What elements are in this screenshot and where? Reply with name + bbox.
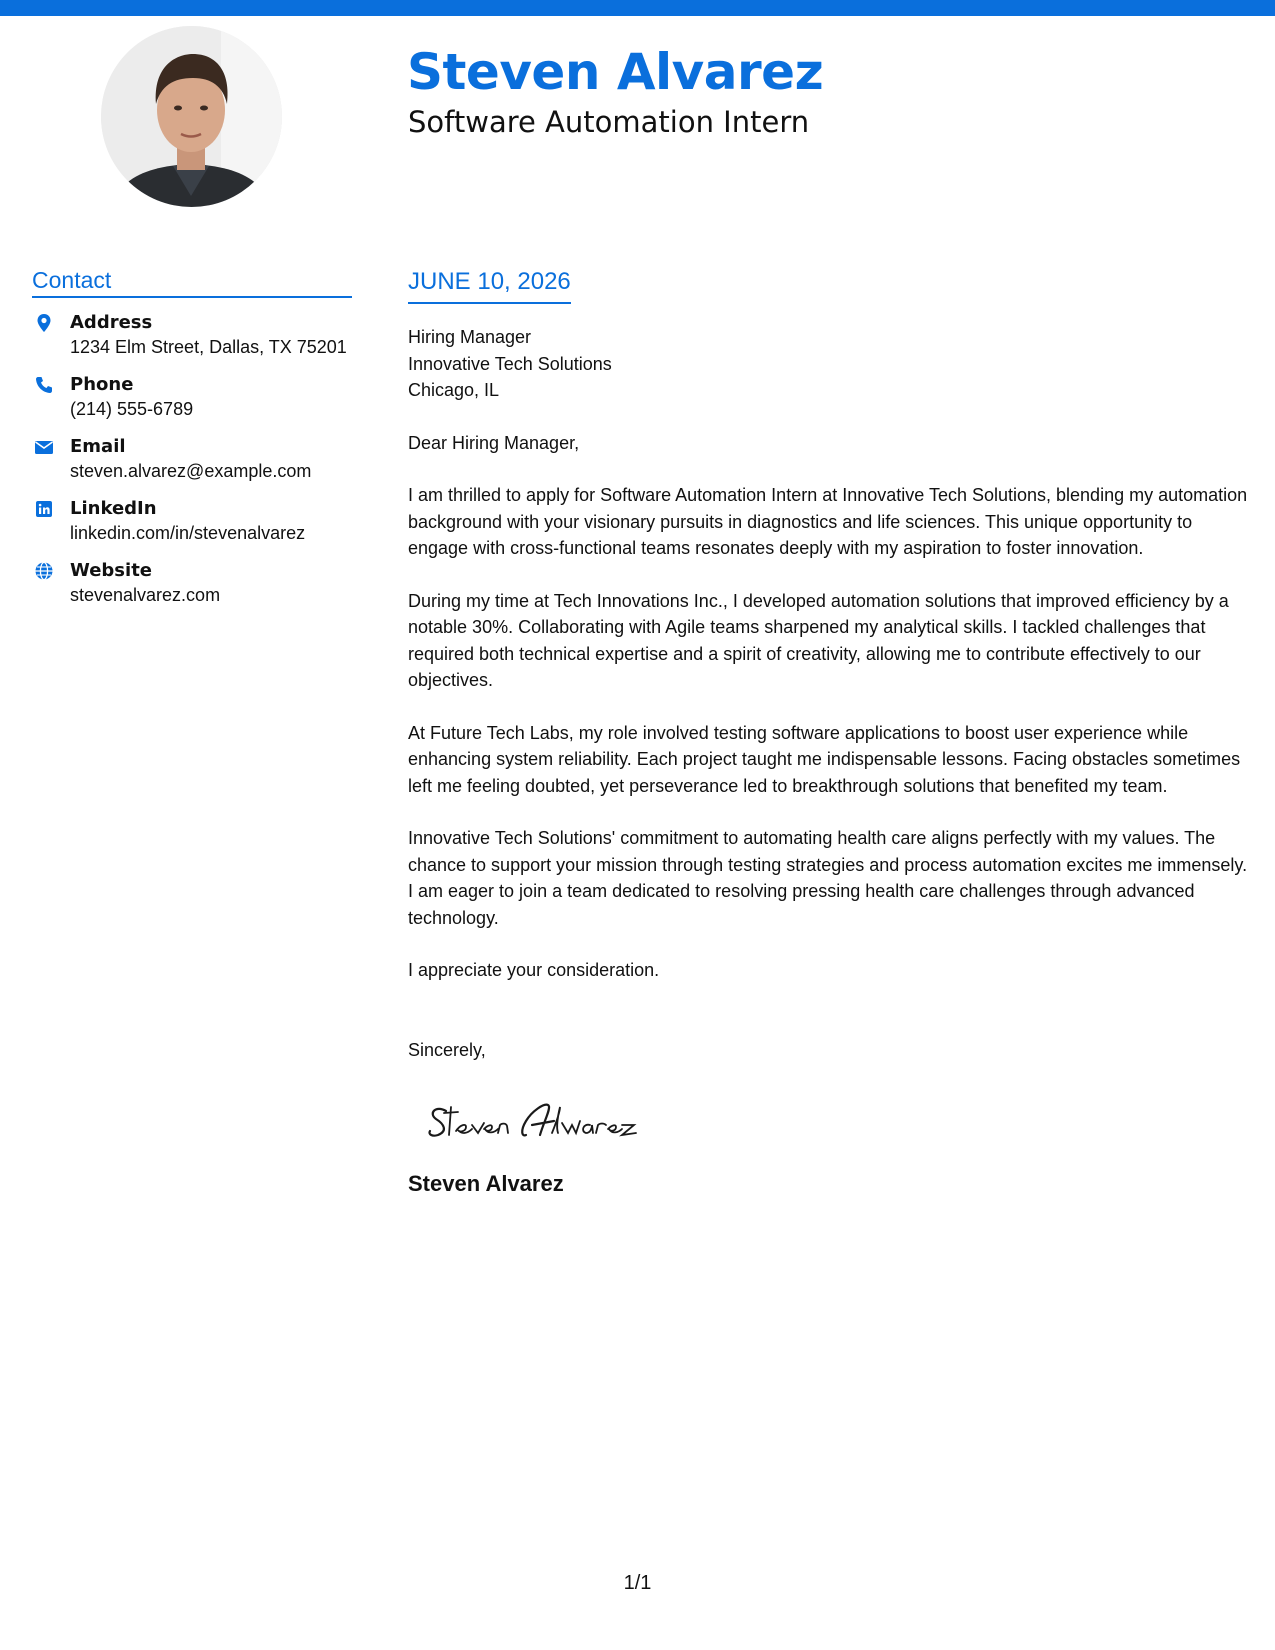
contact-value[interactable]: stevenalvarez.com: [70, 585, 221, 605]
contact-label: Email: [70, 436, 126, 457]
recipient-line: Chicago, IL: [408, 380, 500, 400]
contact-label: LinkedIn: [70, 498, 157, 519]
contact-label: Phone: [70, 374, 134, 395]
contact-item-address: [32, 310, 352, 360]
handwritten-signature: [422, 1091, 662, 1147]
profile-photo: [101, 26, 282, 207]
contact-value[interactable]: steven.alvarez@example.com: [70, 461, 312, 481]
contact-heading: Contact: [32, 266, 352, 298]
contact-label: Address: [70, 312, 153, 333]
salutation: Dear Hiring Manager,: [408, 432, 580, 453]
globe-icon: [34, 561, 54, 581]
page-number: 1/1: [623, 1572, 652, 1594]
applicant-name: Steven Alvarez: [407, 43, 824, 101]
envelope-icon: [34, 437, 54, 457]
applicant-job-title: Software Automation Intern: [408, 105, 810, 139]
letter-date: JUNE 10, 2026: [408, 266, 571, 304]
recipient-block: [408, 324, 1248, 404]
recipient-line: Innovative Tech Solutions: [408, 353, 612, 374]
contact-item-website: [32, 558, 352, 608]
contact-item-phone: [32, 372, 352, 422]
contact-value: 1234 Elm Street, Dallas, TX 75201: [70, 337, 347, 357]
linkedin-icon: [34, 499, 54, 519]
phone-icon: [34, 375, 54, 395]
contact-value[interactable]: linkedin.com/in/stevenalvarez: [70, 523, 306, 543]
letter-paragraph: Innovative Tech Solutions' commitment to automating health care aligns perfectly with my values. The chance to support your mission through testing strategies and process automation excites me immensely. I am eager to join a team dedicated to resolving pressing health care challenges through advanced technology.: [408, 828, 1248, 928]
letter-paragraph: I appreciate your consideration.: [408, 960, 660, 980]
letter-paragraph: At Future Tech Labs, my role involved testing software applications to boost user experience while enhancing system reliability. Each project taught me indispensable lessons. Facing obstacles sometimes left me feeling doubted, yet perseverance led to breakthrough solutions that benefited my team.: [408, 722, 1241, 796]
contact-item-linkedin: [32, 496, 352, 546]
closing: Sincerely,: [408, 1039, 486, 1060]
top-accent-bar: [0, 0, 1275, 16]
cover-letter-body: [408, 266, 1248, 1199]
contact-label: Website: [70, 560, 153, 581]
contact-sidebar: [32, 266, 352, 620]
letter-paragraph: I am thrilled to apply for Software Automation Intern at Innovative Tech Solutions, blending my automation background with your visionary pursuits in diagnostics and life sciences. This unique opportunity to engage with cross-functional teams resonates deeply with my aspiration to foster innovation.: [408, 485, 1248, 558]
signed-name: Steven Alvarez: [408, 1170, 564, 1196]
map-pin-icon: [34, 313, 54, 333]
contact-value: (214) 555-6789: [70, 399, 194, 419]
recipient-line: Hiring Manager: [408, 327, 532, 347]
contact-item-email: [32, 434, 352, 484]
letter-paragraph: During my time at Tech Innovations Inc., I developed automation solutions that improved efficiency by a notable 30%. Collaborating with Agile teams sharpened my analytical skills. I tackled challenges that required both technical expertise and a spirit of creativity, allowing me to contribute effectively to our objectives.: [408, 590, 1229, 690]
